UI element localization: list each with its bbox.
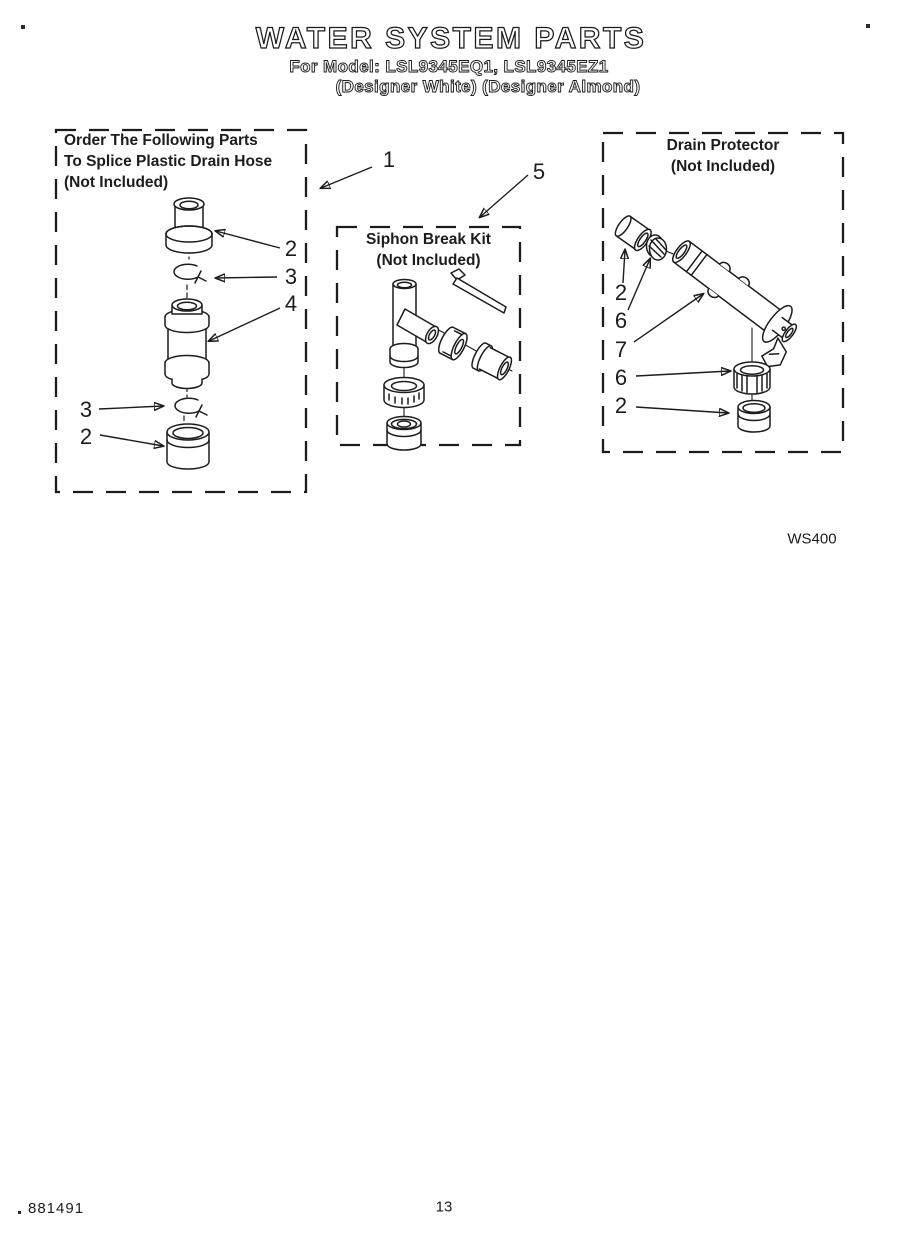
arrow-splice-3-top <box>216 277 277 278</box>
splice-connector-art <box>165 299 209 389</box>
arrow-drain-7 <box>634 294 703 342</box>
arrow-callout-1 <box>321 167 372 188</box>
drain-title-line-2: (Not Included) <box>670 158 776 175</box>
drain-bottom-coupling-art <box>738 401 770 433</box>
siphon-title-line-1: Siphon Break Kit <box>366 231 491 248</box>
arrow-drain-6-bottom <box>636 371 730 376</box>
document-number: 881491 <box>28 1200 85 1217</box>
splice-title-line-2: To Splice Plastic Drain Hose <box>64 153 273 170</box>
arrow-splice-2-top <box>216 231 280 248</box>
model-subtitle: For Model: LSL9345EQ1, LSL9345EZ1 <box>289 57 609 76</box>
splice-parts-art <box>165 198 212 469</box>
callout-drain-2-top: 2 <box>614 280 628 305</box>
siphon-title-line-2: (Not Included) <box>376 252 481 269</box>
color-subtitle: (Designer White) (Designer Almond) <box>335 77 641 96</box>
siphon-screw-art <box>451 269 506 313</box>
callout-splice-3-top: 3 <box>284 264 298 289</box>
callout-drain-6-bottom: 6 <box>614 365 628 390</box>
splice-bottom-coupling-art <box>167 424 209 469</box>
arrow-drain-2-bottom <box>636 407 728 413</box>
splice-top-coupling-art <box>166 198 212 253</box>
drain-washer-art <box>647 235 667 260</box>
siphon-standpipe-art <box>390 280 441 368</box>
splice-title-line-3: (Not Included) <box>64 174 169 191</box>
siphon-box-title <box>337 229 520 271</box>
siphon-parts-art <box>384 269 515 450</box>
callout-splice-2-top: 2 <box>284 236 298 261</box>
drain-parts-art <box>612 213 812 432</box>
arrow-splice-4 <box>209 308 280 341</box>
siphon-barb-art <box>469 341 515 383</box>
siphon-cap-art <box>387 417 421 451</box>
arrow-callout-5 <box>480 175 528 217</box>
callout-1: 1 <box>382 147 396 172</box>
splice-box-title <box>64 130 272 193</box>
drain-bottom-clamp-art <box>734 362 770 394</box>
callout-drain-7: 7 <box>614 337 628 362</box>
drain-box-title <box>603 135 843 177</box>
page-number: 13 <box>435 1198 453 1216</box>
drain-hose-art <box>653 231 812 372</box>
callout-splice-3-bottom: 3 <box>79 397 93 422</box>
arrow-drain-6-top <box>628 259 650 310</box>
callout-splice-4: 4 <box>284 291 298 316</box>
arrow-splice-3-bottom <box>99 406 163 409</box>
diagram-code: WS400 <box>787 530 837 548</box>
callout-splice-2-bottom: 2 <box>79 424 93 449</box>
arrow-drain-2-top <box>623 250 625 283</box>
siphon-ringnut-art <box>384 378 424 408</box>
page-title: WATER SYSTEM PARTS <box>255 22 647 55</box>
drain-title-line-1: Drain Protector <box>666 137 780 154</box>
callout-drain-6-top: 6 <box>614 308 628 333</box>
callout-5: 5 <box>532 159 546 184</box>
splice-top-clamp-art <box>174 264 206 283</box>
splice-bottom-clamp-art <box>175 398 207 417</box>
splice-title-line-1: Order The Following Parts <box>64 132 258 149</box>
callout-drain-2-bottom: 2 <box>614 393 628 418</box>
arrow-splice-2-bottom <box>100 435 163 446</box>
